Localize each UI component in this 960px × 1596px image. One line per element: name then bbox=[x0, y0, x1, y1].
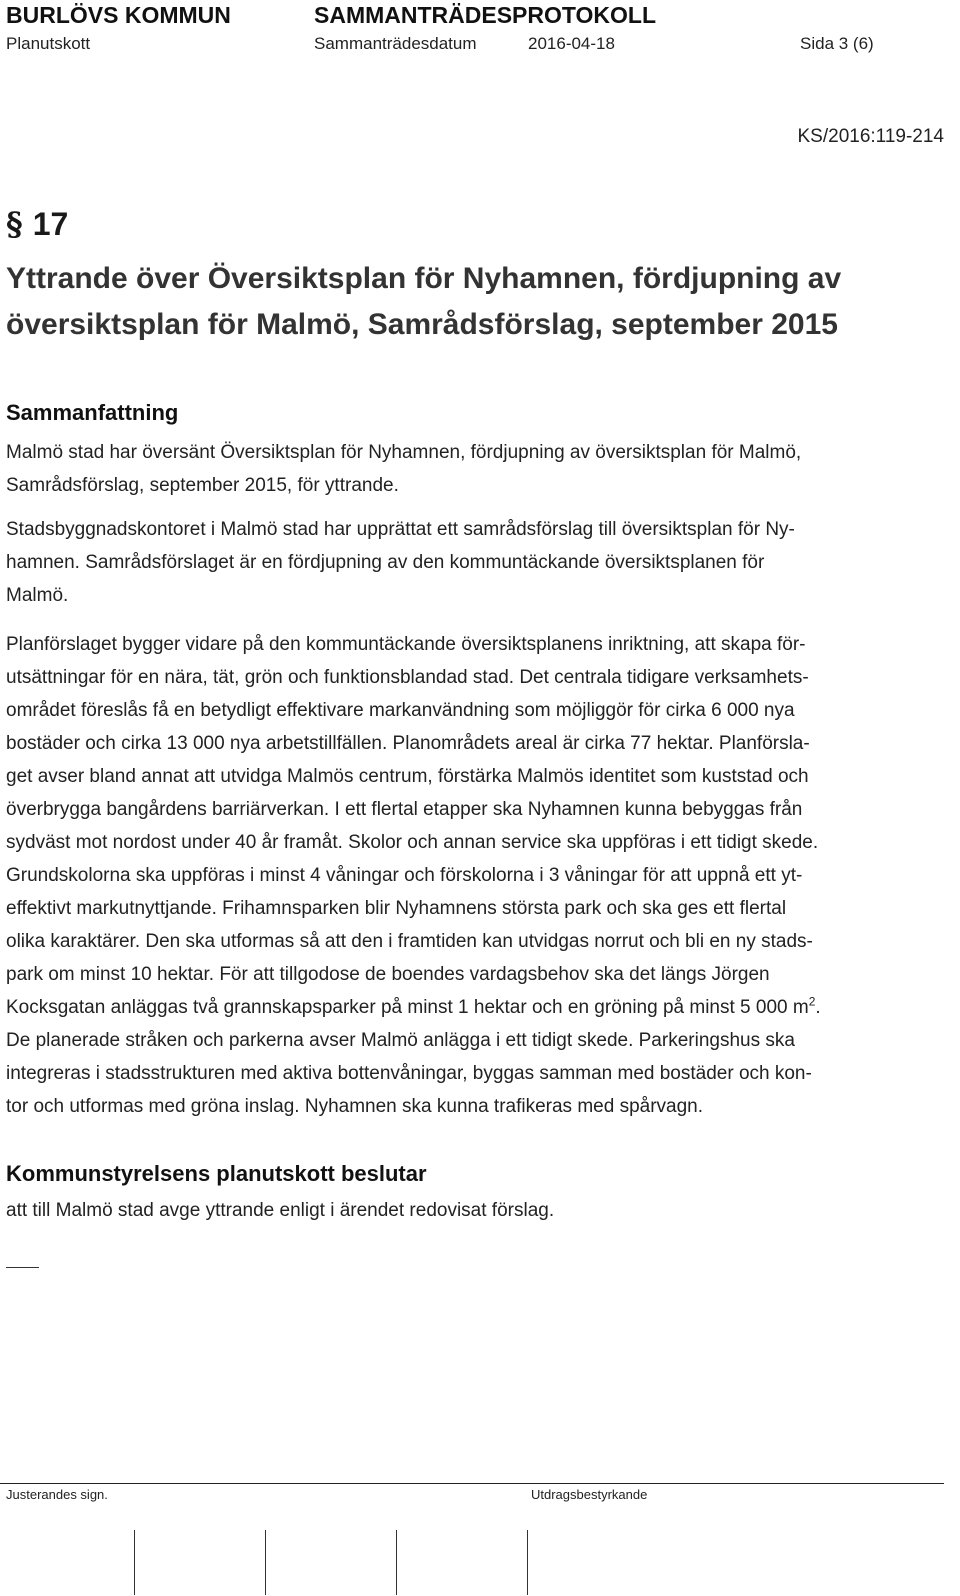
protocol-title: SAMMANTRÄDESPROTOKOLL bbox=[314, 2, 657, 28]
summary-line: Planförslaget bygger vidare på den kommuntäckande översiktsplanens inriktning, att skapa för- bbox=[6, 634, 806, 655]
decision-heading: Kommunstyrelsens planutskott beslutar bbox=[6, 1161, 427, 1186]
summary-line: park om minst 10 hektar. För att tillgodose de boendes vardagsbehov ska det längs Jörgen bbox=[6, 964, 770, 985]
paragraph-symbol: § bbox=[6, 205, 23, 243]
summary-line: sydväst mot nordost under 40 år framåt. Skolor och annan service ska uppföras i ett tidigt skede. bbox=[6, 832, 819, 853]
summary-line: Grundskolorna ska uppföras i minst 4 våningar och förskolorna i 3 våningar för att uppnå ett yt- bbox=[6, 865, 803, 886]
summary-line: De planerade stråken och parkerna avser Malmö anlägga i ett tidigt skede. Parkeringshus ska bbox=[6, 1030, 795, 1051]
summary-line: olika karaktärer. Den ska utformas så att den i framtiden kan utvidgas norrut och bli en ny stads- bbox=[6, 931, 813, 952]
summary-line: utsättningar för en nära, tät, grön och funktionsblandad stad. Det centrala tidigare verksamhets- bbox=[6, 667, 809, 688]
summary-line: bostäder och cirka 13 000 nya arbetstillfällen. Planområdets areal är cirka 77 hektar. Planförsla- bbox=[6, 733, 810, 754]
meeting-date: 2016-04-18 bbox=[528, 34, 615, 53]
signature-divider bbox=[265, 1530, 266, 1595]
paragraph-number bbox=[6, 204, 68, 244]
summary-line: effektivt markutnyttjande. Frihamnsparken blir Nyhamnens största park och ska ges ett flertal bbox=[6, 898, 787, 919]
summary-line: Stadsbyggnadskontoret i Malmö stad har upprättat ett samrådsförslag till översiktsplan för Ny- bbox=[6, 519, 795, 540]
summary-line: get avser bland annat att utvidga Malmös centrum, förstärka Malmös identitet som kuststad och bbox=[6, 766, 809, 787]
signature-label: Justerandes sign. bbox=[6, 1487, 108, 1502]
municipality-name: BURLÖVS KOMMUN bbox=[6, 2, 231, 28]
certification-label: Utdragsbestyrkande bbox=[531, 1487, 648, 1502]
committee-name: Planutskott bbox=[6, 34, 91, 53]
document-title-line-2: översiktsplan för Malmö, Samrådsförslag, september 2015 bbox=[6, 308, 838, 341]
summary-line: Malmö. bbox=[6, 585, 69, 606]
signature-box bbox=[0, 1483, 944, 1596]
decision-text: att till Malmö stad avge yttrande enligt i ärendet redovisat förslag. bbox=[6, 1200, 555, 1221]
meeting-date-label: Sammanträdesdatum bbox=[314, 34, 477, 53]
superscript-two: 2 bbox=[808, 994, 816, 1009]
summary-line: Samrådsförslag, september 2015, för yttrande. bbox=[6, 475, 399, 496]
end-rule bbox=[6, 1267, 39, 1268]
summary-line: integreras i stadsstrukturen med aktiva bottenvåningar, byggas samman med bostäder och kon- bbox=[6, 1063, 812, 1084]
summary-line: tor och utformas med gröna inslag. Nyhamnen ska kunna trafikeras med spårvagn. bbox=[6, 1096, 704, 1117]
page-number: Sida 3 (6) bbox=[800, 34, 874, 53]
paragraph-value: 17 bbox=[32, 206, 69, 242]
signature-divider bbox=[527, 1530, 528, 1595]
summary-line bbox=[6, 996, 821, 1020]
signature-divider bbox=[396, 1530, 397, 1595]
summary-line: området föreslås få en betydligt effektivare markanvändning som möjliggör för cirka 6 000 nya bbox=[6, 700, 795, 721]
summary-line-period: . bbox=[815, 997, 821, 1018]
summary-line: Malmö stad har översänt Översiktsplan för Nyhamnen, fördjupning av översiktsplan för Malmö, bbox=[6, 442, 802, 463]
summary-line-text: Kocksgatan anläggas två grannskapsparker på minst 1 hektar och en gröning på minst 5 000 m bbox=[6, 997, 809, 1018]
case-number: KS/2016:119-214 bbox=[797, 126, 944, 147]
signature-divider bbox=[134, 1530, 135, 1595]
summary-heading: Sammanfattning bbox=[6, 400, 179, 425]
summary-line: hamnen. Samrådsförslaget är en fördjupning av den kommuntäckande översiktsplanen för bbox=[6, 552, 765, 573]
document-title-line-1: Yttrande över Översiktsplan för Nyhamnen, fördjupning av bbox=[6, 262, 842, 295]
summary-line: överbrygga bangårdens barriärverkan. I ett flertal etapper ska Nyhamnen kunna bebyggas från bbox=[6, 799, 803, 820]
